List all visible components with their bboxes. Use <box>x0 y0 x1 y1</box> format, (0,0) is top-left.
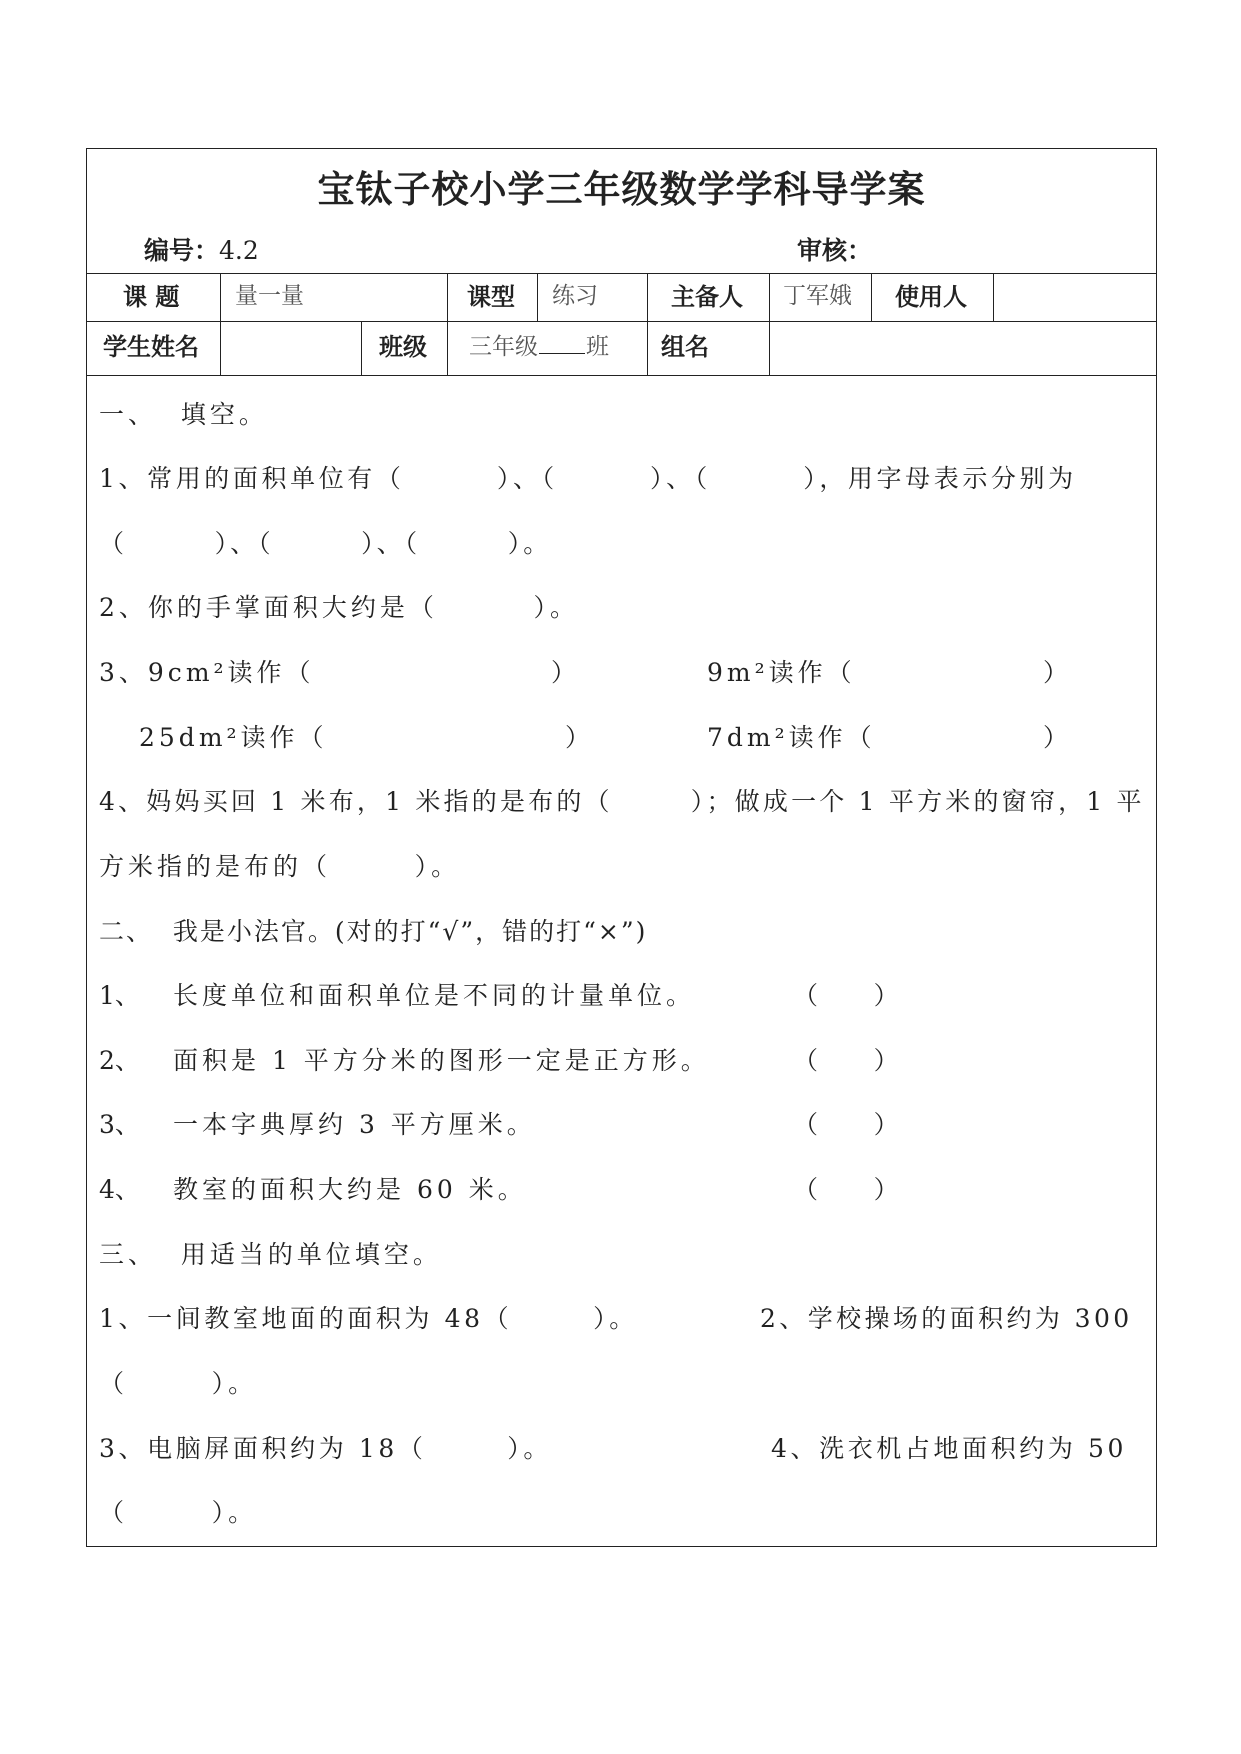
judge-item-4-answer[interactable]: （ ） <box>793 1175 899 1204</box>
table-divider <box>769 273 770 321</box>
question-4-line-1: 4、妈妈买回 1 米布，1 米指的是布的（ ）；做成一个 1 平方米的窗帘，1 平 <box>99 787 1145 816</box>
section-1-heading: 一、 填空。 <box>99 400 268 429</box>
unit-question-2: 2、学校操场的面积约为 300 <box>760 1304 1133 1333</box>
unit-question-2-answer: （ ）。 <box>99 1369 258 1398</box>
table-divider <box>447 273 448 321</box>
class-blank[interactable] <box>539 335 585 354</box>
question-3d: 7dm²读作（ <box>707 723 876 752</box>
question-2: 2、你的手掌面积大约是（ ）。 <box>99 593 579 622</box>
topic-value: 量一量 <box>235 283 304 309</box>
question-4-line-2: 方米指的是布的（ ）。 <box>99 852 461 881</box>
unit-question-4-answer: （ ）。 <box>99 1498 258 1527</box>
table-divider <box>993 273 994 321</box>
table-divider <box>871 273 872 321</box>
section-3-heading: 三、 用适当的单位填空。 <box>99 1240 442 1269</box>
table-divider <box>447 321 448 375</box>
table-middle-rule <box>87 321 1156 322</box>
unit-question-3: 3、电脑屏面积约为 18（ ）。 <box>99 1434 552 1463</box>
question-3a-close: ） <box>551 658 577 687</box>
unit-question-1: 1、一间教室地面的面积为 48（ ）。 <box>99 1304 638 1333</box>
preparer-label: 主备人 <box>671 283 743 311</box>
preparer-value: 丁军娥 <box>783 283 852 309</box>
table-divider <box>769 321 770 375</box>
review-label: 审核： <box>797 236 873 265</box>
judge-item-2-answer[interactable]: （ ） <box>793 1046 899 1075</box>
judge-item-4-number: 4、 <box>99 1175 140 1204</box>
judge-item-2-text: 面积是 1 平方分米的图形一定是正方形。 <box>173 1046 710 1075</box>
judge-item-4-text: 教室的面积大约是 60 米。 <box>173 1175 527 1204</box>
unit-question-4: 4、洗衣机占地面积约为 50 <box>771 1434 1128 1463</box>
question-3c-close: ） <box>565 723 591 752</box>
table-divider <box>647 273 648 321</box>
topic-label: 课 题 <box>123 283 180 311</box>
class-label: 班级 <box>379 333 427 361</box>
lesson-type-label: 课型 <box>467 283 515 311</box>
page-title: 宝钛子校小学三年级数学学科导学案 <box>317 168 926 211</box>
table-top-rule <box>87 273 1156 274</box>
class-prefix: 三年级 <box>469 334 538 360</box>
user-label: 使用人 <box>895 283 967 311</box>
table-divider <box>361 321 362 375</box>
judge-item-3-number: 3、 <box>99 1110 140 1139</box>
worksheet <box>86 148 1157 1547</box>
section-2-heading: 二、 我是小法官。(对的打“√”，错的打“×”) <box>99 917 648 946</box>
number-label: 编号： <box>144 236 220 265</box>
table-divider <box>647 321 648 375</box>
judge-item-1-text: 长度单位和面积单位是不同的计量单位。 <box>173 981 696 1010</box>
table-divider <box>537 273 538 321</box>
question-3b-close: ） <box>1043 658 1069 687</box>
lesson-type-value: 练习 <box>552 283 598 309</box>
judge-item-3-text: 一本字典厚约 3 平方厘米。 <box>173 1110 536 1139</box>
judge-item-1-answer[interactable]: （ ） <box>793 981 899 1010</box>
question-1-line-2: （ ）、（ ）、（ ）。 <box>99 529 552 558</box>
judge-item-3-answer[interactable]: （ ） <box>793 1110 899 1139</box>
question-3b: 9m²读作（ <box>707 658 856 687</box>
number-value: 4.2 <box>219 236 259 265</box>
class-suffix: 班 <box>586 334 609 360</box>
group-label: 组名 <box>661 333 709 361</box>
table-bottom-rule <box>87 375 1156 376</box>
judge-item-1-number: 1、 <box>99 981 140 1010</box>
review-field <box>797 231 872 267</box>
question-3a: 3、9cm²读作（ <box>99 658 315 687</box>
student-name-label: 学生姓名 <box>103 333 199 361</box>
class-value[interactable] <box>469 335 609 359</box>
table-divider <box>220 273 221 321</box>
question-3c: 25dm²读作（ <box>139 723 328 752</box>
judge-item-2-number: 2、 <box>99 1046 140 1075</box>
question-3d-close: ） <box>1043 723 1069 752</box>
table-divider <box>220 321 221 375</box>
number-field <box>144 231 259 267</box>
question-1-line-1: 1、常用的面积单位有（ ）、（ ）、（ ），用字母表示分别为 <box>99 464 1077 493</box>
